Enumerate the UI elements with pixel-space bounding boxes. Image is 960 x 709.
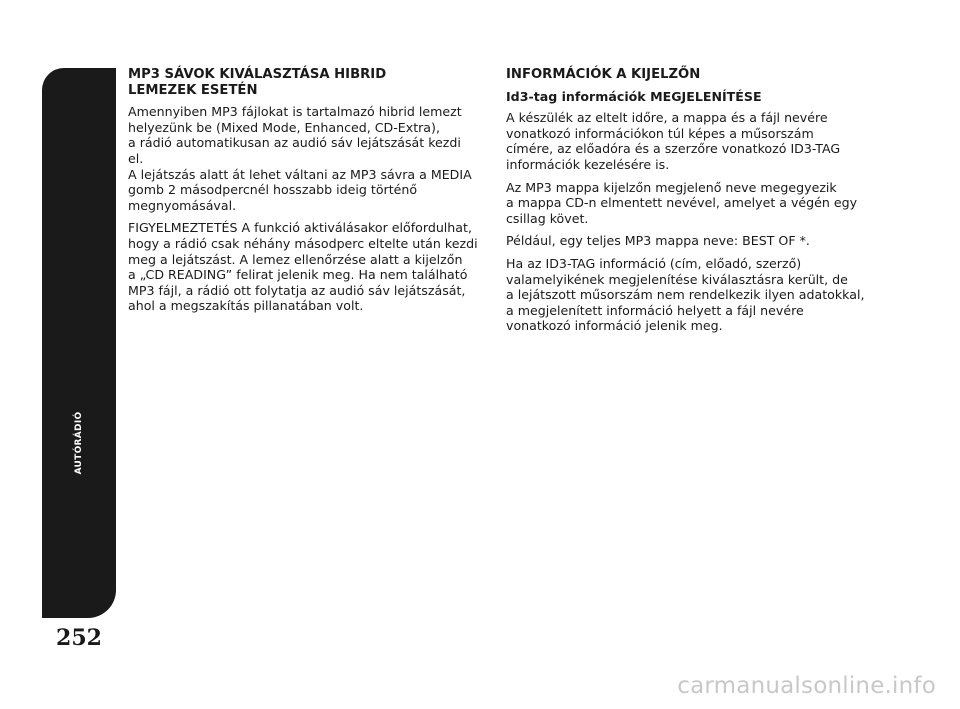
paragraph-folder-name: Az MP3 mappa kijelzőn megjelenő neve megegyezik a mappa CD-n elmentett nevével, amelyet a végén egy csillag követ.	[506, 179, 858, 226]
left-column	[128, 67, 480, 321]
paragraph-hybrid-intro: Amennyiben MP3 fájlokat is tartalmazó hibrid lemezt helyezünk be (Mixed Mode, Enhanced, CD-Extra), a rádió automatikusan az audió sáv lejátszását kezdi el. A lejátszás alatt át lehet váltani az MP3 sávra a MEDIA gomb 2 másodpercnél hosszabb ideig történő megnyomásával.	[128, 104, 472, 213]
chapter-tab-label: AUTÓRÁDIÓ	[74, 411, 84, 475]
paragraph-warning: FIGYELMEZTETÉS A funkció aktiválásakor előfordulhat, hogy a rádió csak néhány másodperc eltelte után kezdi meg a lejátszást. A lemez ellenőrzése alatt a kijelzőn a „CD READING” felirat jelenik meg. Ha nem található MP3 fájl, a rádió ott folytatja az audió sáv lejátszását, ahol a megszakítás pillanatában volt.	[128, 220, 478, 314]
page-number: 252	[56, 625, 102, 651]
watermark: carmanualsonline.info	[677, 673, 936, 699]
subheading-id3-tag	[506, 89, 866, 105]
subheading-id3-suffix: MEGJELENÍTÉSE	[650, 88, 762, 104]
paragraph-id3-intro: A készülék az eltelt időre, a mappa és a fájl nevére vonatkozó információkon túl képes a műsorszám címére, az előadóra és a szerzőre vonatkozó ID3-TAG információk kezelésére is.	[506, 110, 841, 172]
section-heading-display-info: INFORMÁCIÓK A KIJELZŐN	[506, 67, 701, 82]
chapter-side-tab	[42, 68, 116, 618]
subheading-id3-prefix: Id3-tag információk	[506, 88, 651, 104]
paragraph-example: Például, egy teljes MP3 mappa neve: BEST OF *.	[506, 233, 810, 249]
right-column	[506, 67, 866, 341]
section-heading-mp3-hybrid: MP3 SÁVOK KIVÁLASZTÁSA HIBRID LEMEZEK ESETÉN	[128, 67, 387, 98]
paragraph-id3-fallback: Ha az ID3-TAG információ (cím, előadó, szerző) valamelyikének megjelenítése kiválasztásra került, de a lejátszott műsorszám nem rendelkezik ilyen adatokkal, a megjelenített információ helyett a fájl nevére vonatkozó információ jelenik meg.	[506, 255, 865, 334]
